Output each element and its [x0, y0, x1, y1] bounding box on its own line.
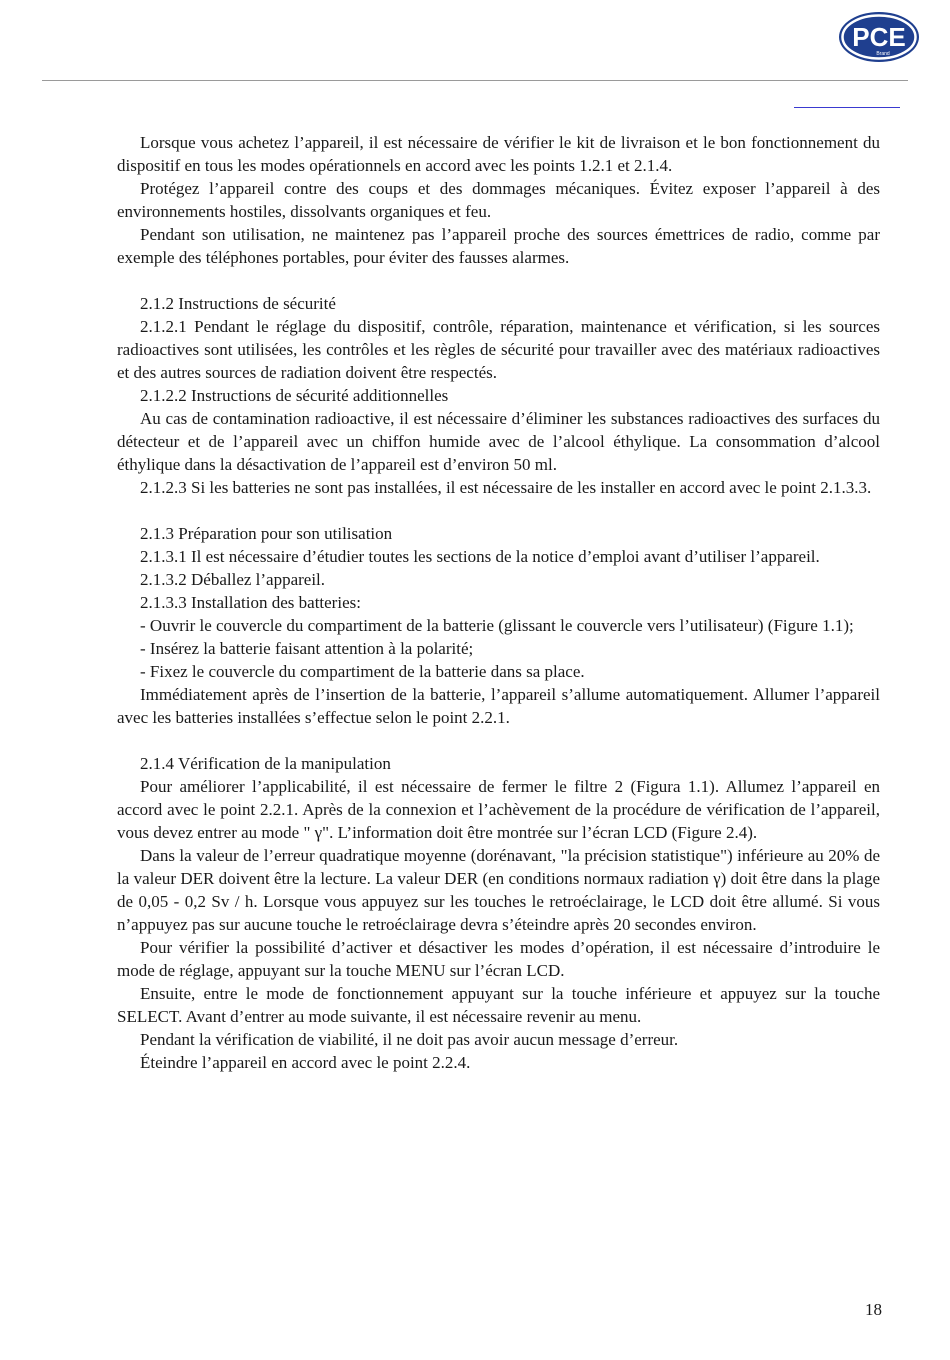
paragraph: 2.1.3.2 Déballez l’appareil. — [140, 570, 326, 589]
paragraph: Pour vérifier la possibilité d’activer et désactiver les modes d’opération, il est nécessaire d’introduire le mode de réglage, appuyant sur la touche MENU sur l’écran LCD. — [117, 938, 880, 980]
document-body — [117, 131, 880, 1074]
section-heading: 2.1.2 Instructions de sécurité — [140, 294, 336, 313]
paragraph: Protégez l’appareil contre des coups et des dommages mécaniques. Évitez exposer l’appareil à des environnements hostiles, dissolvants organiques et feu. — [117, 179, 880, 221]
paragraph-gap — [117, 729, 880, 752]
logo-text: PCE — [852, 22, 906, 52]
paragraph: Lorsque vous achetez l’appareil, il est nécessaire de vérifier le kit de livraison et le bon fonctionnement du dispositif en tous les modes opérationnels en accord avec les points 1.2.1 et 2.1.4. — [117, 133, 880, 175]
paragraph: Au cas de contamination radioactive, il est nécessaire d’éliminer les substances radioactives des surfaces du détecteur et de l’appareil avec un chiffon humide avec de l’alcool éthylique. La consommation d’alcool éthylique dans la désactivation de l’appareil est d’environ 50 ml. — [117, 409, 880, 474]
paragraph: 2.1.3.3 Installation des batteries: — [140, 593, 361, 612]
section-heading: 2.1.4 Vérification de la manipulation — [140, 754, 391, 773]
list-item: - Fixez le couvercle du compartiment de la batterie dans sa place. — [140, 662, 585, 681]
paragraph: 2.1.2.1 Pendant le réglage du dispositif, contrôle, réparation, maintenance et vérification, si les sources radioactives sont utilisées, les contrôles et les règles de sécurité pour travailler avec des matériaux radioactives et des autres sources de radiation doivent être respectés. — [117, 317, 880, 382]
paragraph: Ensuite, entre le mode de fonctionnement appuyant sur la touche inférieure et appuyez sur la touche SELECT. Avant d’entrer au mode suivante, il est nécessaire revenir au menu. — [117, 984, 880, 1026]
page-number: 18 — [865, 1300, 882, 1319]
list-item: - Insérez la batterie faisant attention à la polarité; — [140, 639, 474, 658]
subsection-heading: 2.1.2.2 Instructions de sécurité additionnelles — [140, 386, 449, 405]
header-link-underline[interactable] — [794, 107, 900, 108]
logo-subtext: Brand — [876, 51, 890, 57]
pce-logo-graphic — [838, 11, 920, 63]
section-heading: 2.1.3 Préparation pour son utilisation — [140, 524, 393, 543]
paragraph: 2.1.2.3 Si les batteries ne sont pas installées, il est nécessaire de les installer en accord avec le point 2.1.3.3. — [140, 478, 872, 497]
list-item: - Ouvrir le couvercle du compartiment de la batterie (glissant le couvercle vers l’utilisateur) (Figure 1.1); — [140, 616, 854, 635]
paragraph: Pendant son utilisation, ne maintenez pas l’appareil proche des sources émettrices de radio, comme par exemple des téléphones portables, pour éviter des fausses alarmes. — [117, 225, 880, 267]
header-divider — [42, 80, 908, 81]
paragraph-gap — [117, 269, 880, 292]
paragraph: Dans la valeur de l’erreur quadratique moyenne (dorénavant, "la précision statistique") inférieure au 20% de la valeur DER doivent être la lecture. La valeur DER (en conditions normaux radiation γ) doit être dans la plage de 0,05 - 0,2 Sv / h. Lorsque vous appuyez sur les touches le retroéclairage, le LCD doit être allumé. Si vous n’appuyez pas sur aucune touche le retroéclairage devra s’éteindre après 20 secondes environ. — [117, 846, 880, 934]
paragraph: Pour améliorer l’applicabilité, il est nécessaire de fermer le filtre 2 (Figura 1.1). Allumez l’appareil en accord avec le point 2.2.1. Après de la connexion et l’achèvement de la procédure de vérification de l’appareil, vous devez entrer au mode " γ". L’information doit être montrée sur l’écran LCD (Figure 2.4). — [117, 777, 880, 842]
paragraph: Éteindre l’appareil en accord avec le point 2.2.4. — [140, 1053, 471, 1072]
pce-logo — [838, 11, 920, 63]
paragraph: Pendant la vérification de viabilité, il ne doit pas avoir aucun message d’erreur. — [140, 1030, 679, 1049]
paragraph: Immédiatement après de l’insertion de la batterie, l’appareil s’allume automatiquement. Allumer l’appareil avec les batteries installées s’effectue selon le point 2.2.1. — [117, 685, 880, 727]
paragraph: 2.1.3.1 Il est nécessaire d’étudier toutes les sections de la notice d’emploi avant d’utiliser l’appareil. — [140, 547, 820, 566]
paragraph-gap — [117, 499, 880, 522]
